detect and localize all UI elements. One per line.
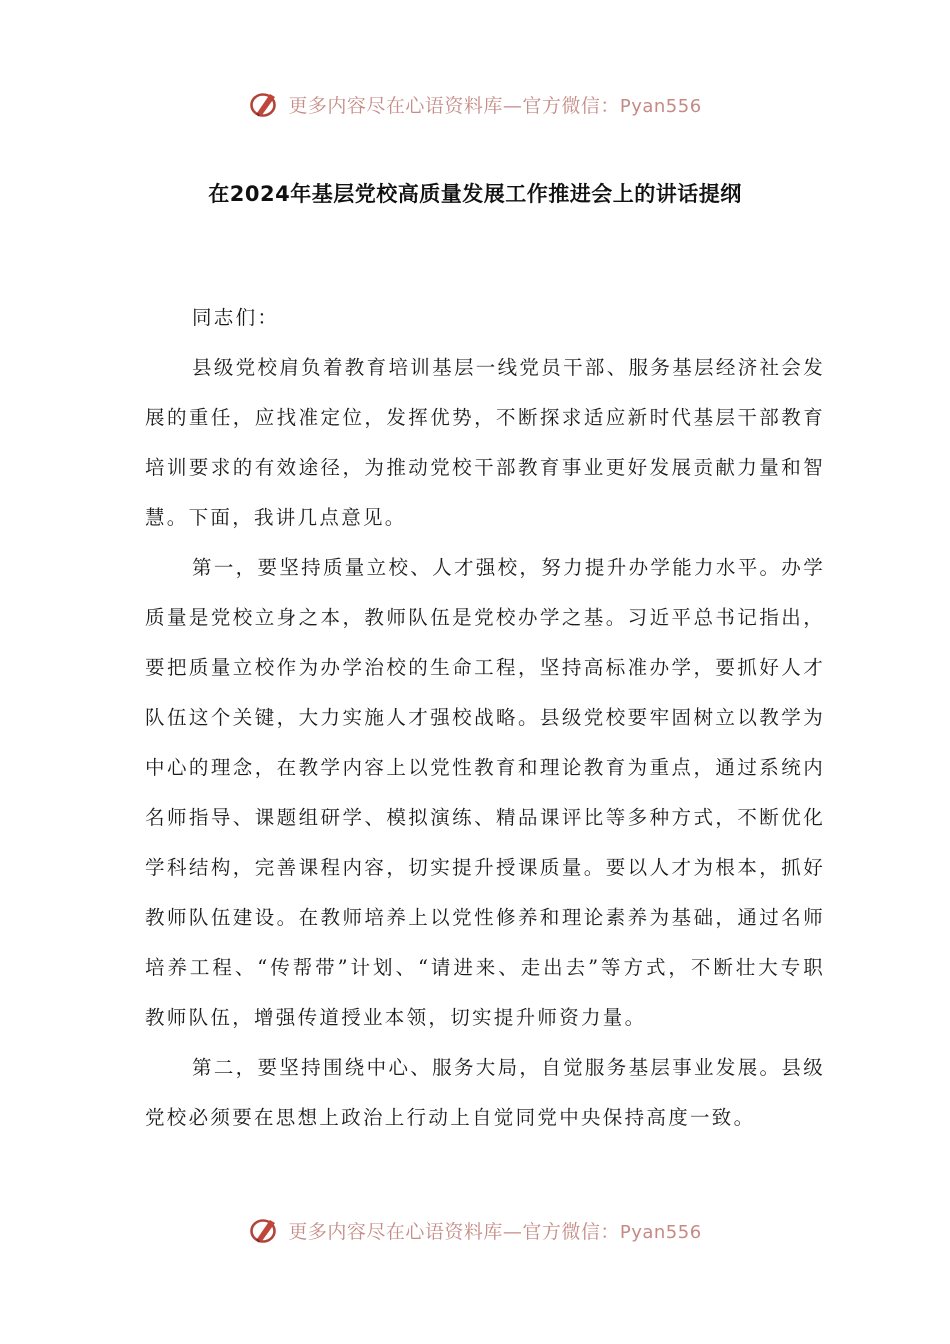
watermark-text: 更多内容尽在心语资料库—官方微信：Pyan556	[288, 94, 702, 117]
watermark-footer	[0, 1208, 950, 1252]
document-body	[145, 293, 825, 1143]
watermark-text: 更多内容尽在心语资料库—官方微信：Pyan556	[288, 1220, 702, 1243]
document-title: 在2024年基层党校高质量发展工作推进会上的讲话提纲	[208, 182, 742, 206]
pen-nib-logo-icon	[248, 88, 280, 120]
paragraph-intro: 县级党校肩负着教育培训基层一线党员干部、服务基层经济社会发展的重任，应找准定位，发挥优势，不断探求适应新时代基层干部教育培训要求的有效途径，为推动党校干部教育事业更好发展贡献力量和智慧。下面，我讲几点意见。	[145, 356, 825, 529]
paragraph-second-point: 第二，要坚持围绕中心、服务大局，自觉服务基层事业发展。县级党校必须要在思想上政治上行动上自觉同党中央保持高度一致。	[145, 1056, 825, 1129]
watermark-wechat-id: Pyan556	[619, 95, 702, 117]
watermark-wechat-id: Pyan556	[619, 1221, 702, 1243]
salutation: 同志们：	[192, 306, 280, 329]
paragraph-first-point: 第一，要坚持质量立校、人才强校，努力提升办学能力水平。办学质量是党校立身之本，教师队伍是党校办学之基。习近平总书记指出，要把质量立校作为办学治校的生命工程，坚持高标准办学，要抓好人才队伍这个关键，大力实施人才强校战略。县级党校要牢固树立以教学为中心的理念，在教学内容上以党性教育和理论教育为重点，通过系统内名师指导、课题组研学、模拟演练、精品课评比等多种方式，不断优化学科结构，完善课程内容，切实提升授课质量。要以人才为根本，抓好教师队伍建设。在教师培养上以党性修养和理论素养为基础，通过名师培养工程、“传帮带”计划、“请进来、走出去”等方式，不断壮大专职教师队伍，增强传道授业本领，切实提升师资力量。	[145, 556, 825, 1029]
watermark-header	[0, 82, 950, 126]
pen-nib-logo-icon	[248, 1214, 280, 1246]
